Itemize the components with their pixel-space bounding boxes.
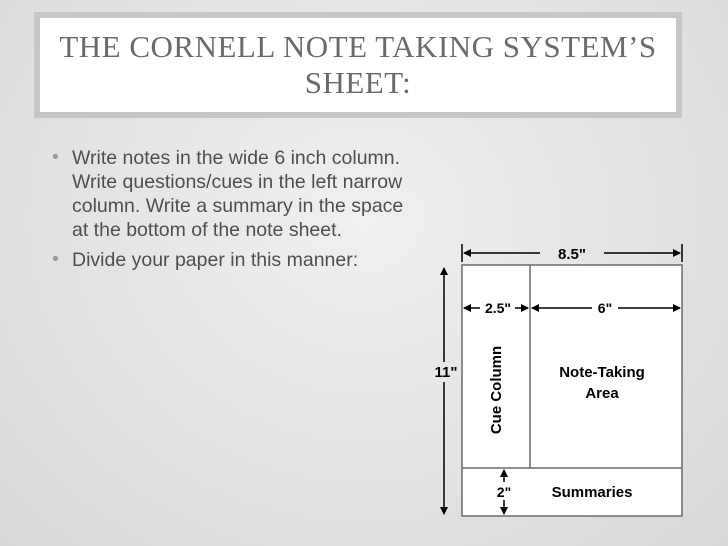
summary-height-label: 2" — [496, 484, 512, 500]
title-box — [34, 12, 682, 118]
bullet-marker: • — [52, 147, 59, 168]
note-area-label-line1: Note-Taking — [559, 364, 645, 381]
bullet-marker: • — [52, 249, 59, 270]
note-area-label-line2: Area — [585, 385, 619, 402]
cornell-diagram — [420, 232, 710, 532]
bullet-item — [52, 248, 424, 272]
notes-width-label: 6" — [597, 300, 613, 316]
summaries-label: Summaries — [551, 484, 633, 501]
height-label: 11" — [434, 364, 458, 381]
bullet-list — [52, 146, 424, 278]
bullet-text: Divide your paper in this manner: — [72, 249, 359, 271]
slide-title: THE CORNELL NOTE TAKING SYSTEM’S SHEET: — [59, 29, 657, 100]
width-label: 8.5" — [558, 246, 586, 263]
bullet-item — [52, 146, 424, 242]
cue-column-label: Cue Column — [488, 345, 505, 435]
cue-width-label: 2.5" — [484, 300, 512, 316]
bullet-text: Write notes in the wide 6 inch column. Write questions/cues in the left narrow column. Write a summary in the space at the bottom of the note sheet. — [72, 147, 404, 241]
